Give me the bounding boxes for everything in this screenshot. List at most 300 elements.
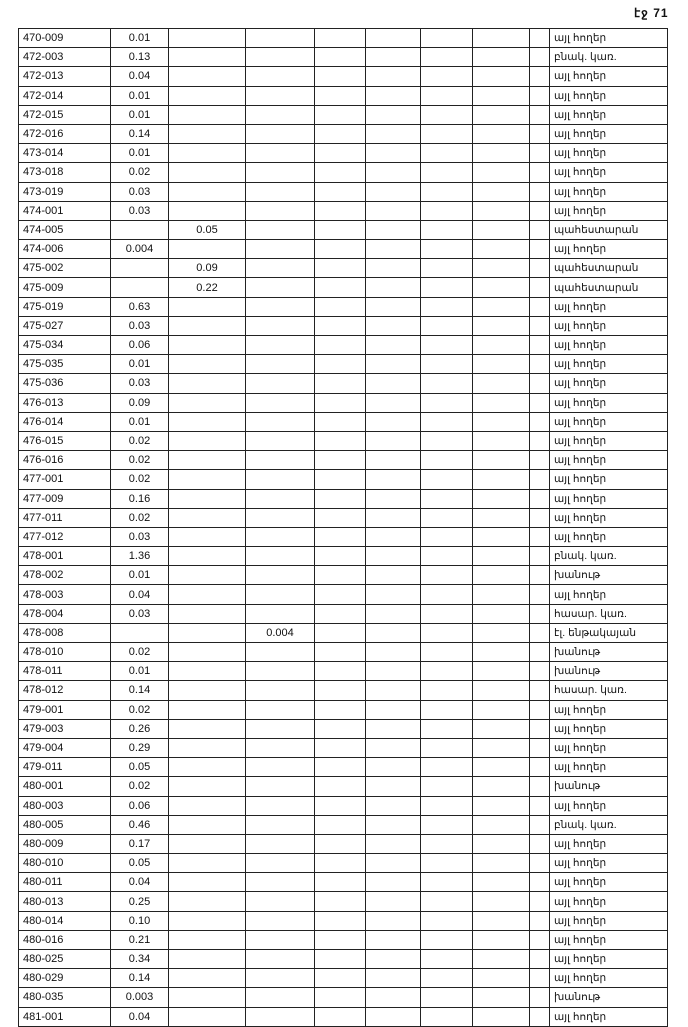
- col6-cell: [366, 278, 421, 297]
- area-col4-cell: [246, 105, 315, 124]
- land-use-cell: այլ հողեր: [550, 67, 668, 86]
- parcel-id-cell: 478-008: [19, 623, 111, 642]
- area-col4-cell: [246, 336, 315, 355]
- area-cell: 0.03: [111, 316, 169, 335]
- col9-cell: [530, 988, 550, 1007]
- table-row: [19, 930, 668, 949]
- col5-cell: [315, 144, 366, 163]
- land-use-cell: այլ հողեր: [550, 163, 668, 182]
- land-use-cell: այլ հողեր: [550, 470, 668, 489]
- col6-cell: [366, 854, 421, 873]
- area-col3-cell: [169, 566, 246, 585]
- area-col4-cell: [246, 969, 315, 988]
- area-cell: 0.02: [111, 643, 169, 662]
- area-col4-cell: [246, 566, 315, 585]
- area-cell: [111, 220, 169, 239]
- table-row: [19, 950, 668, 969]
- area-col3-cell: [169, 604, 246, 623]
- col8-cell: [473, 278, 530, 297]
- col9-cell: [530, 854, 550, 873]
- parcel-id-cell: 480-016: [19, 930, 111, 949]
- land-use-cell: խանութ: [550, 777, 668, 796]
- area-cell: [111, 259, 169, 278]
- col8-cell: [473, 144, 530, 163]
- area-col4-cell: [246, 777, 315, 796]
- col5-cell: [315, 201, 366, 220]
- col5-cell: [315, 182, 366, 201]
- col6-cell: [366, 259, 421, 278]
- area-col3-cell: [169, 470, 246, 489]
- col9-cell: [530, 930, 550, 949]
- col5-cell: [315, 220, 366, 239]
- col9-cell: [530, 124, 550, 143]
- col5-cell: [315, 969, 366, 988]
- col6-cell: [366, 336, 421, 355]
- land-use-cell: այլ հողեր: [550, 892, 668, 911]
- col7-cell: [421, 431, 473, 450]
- area-col3-cell: [169, 316, 246, 335]
- col8-cell: [473, 911, 530, 930]
- col5-cell: [315, 1007, 366, 1026]
- parcel-id-cell: 477-001: [19, 470, 111, 489]
- parcel-id-cell: 476-013: [19, 393, 111, 412]
- col5-cell: [315, 355, 366, 374]
- col9-cell: [530, 969, 550, 988]
- parcel-id-cell: 480-011: [19, 873, 111, 892]
- col8-cell: [473, 163, 530, 182]
- table-row: [19, 182, 668, 201]
- col6-cell: [366, 86, 421, 105]
- table-row: [19, 758, 668, 777]
- col8-cell: [473, 988, 530, 1007]
- col8-cell: [473, 527, 530, 546]
- parcel-id-cell: 477-012: [19, 527, 111, 546]
- area-col3-cell: 0.22: [169, 278, 246, 297]
- land-use-cell: այլ հողեր: [550, 969, 668, 988]
- land-use-cell: այլ հողեր: [550, 86, 668, 105]
- col7-cell: [421, 527, 473, 546]
- land-use-cell: խանութ: [550, 566, 668, 585]
- area-col3-cell: [169, 777, 246, 796]
- col5-cell: [315, 451, 366, 470]
- parcel-id-cell: 475-009: [19, 278, 111, 297]
- col7-cell: [421, 355, 473, 374]
- area-col4-cell: [246, 297, 315, 316]
- col6-cell: [366, 815, 421, 834]
- area-col4-cell: [246, 201, 315, 220]
- area-col3-cell: [169, 815, 246, 834]
- table-row: [19, 124, 668, 143]
- parcel-id-cell: 480-003: [19, 796, 111, 815]
- area-col4-cell: [246, 911, 315, 930]
- table-row: [19, 834, 668, 853]
- area-cell: 0.26: [111, 719, 169, 738]
- area-col3-cell: [169, 412, 246, 431]
- area-cell: 0.02: [111, 508, 169, 527]
- land-use-cell: այլ հողեր: [550, 1007, 668, 1026]
- land-parcel-table: [18, 28, 668, 1027]
- table-body: [19, 29, 668, 1027]
- area-col4-cell: [246, 719, 315, 738]
- parcel-id-cell: 479-011: [19, 758, 111, 777]
- col5-cell: [315, 834, 366, 853]
- parcel-id-cell: 475-019: [19, 297, 111, 316]
- col6-cell: [366, 796, 421, 815]
- col7-cell: [421, 547, 473, 566]
- col8-cell: [473, 29, 530, 48]
- area-cell: 0.01: [111, 144, 169, 163]
- table-row: [19, 451, 668, 470]
- parcel-id-cell: 480-009: [19, 834, 111, 853]
- col6-cell: [366, 719, 421, 738]
- area-col3-cell: [169, 48, 246, 67]
- col7-cell: [421, 336, 473, 355]
- col6-cell: [366, 470, 421, 489]
- area-col3-cell: [169, 182, 246, 201]
- land-use-cell: բնակ. կառ.: [550, 48, 668, 67]
- parcel-id-cell: 481-001: [19, 1007, 111, 1026]
- parcel-id-cell: 478-004: [19, 604, 111, 623]
- col8-cell: [473, 259, 530, 278]
- area-col4-cell: [246, 604, 315, 623]
- col8-cell: [473, 643, 530, 662]
- col8-cell: [473, 873, 530, 892]
- col7-cell: [421, 393, 473, 412]
- col8-cell: [473, 566, 530, 585]
- area-col4-cell: [246, 700, 315, 719]
- table-row: [19, 105, 668, 124]
- area-col4-cell: [246, 412, 315, 431]
- area-col4-cell: [246, 355, 315, 374]
- area-cell: 0.05: [111, 758, 169, 777]
- col6-cell: [366, 738, 421, 757]
- parcel-id-cell: 480-035: [19, 988, 111, 1007]
- col5-cell: [315, 643, 366, 662]
- parcel-id-cell: 479-001: [19, 700, 111, 719]
- area-col4-cell: [246, 220, 315, 239]
- parcel-id-cell: 480-029: [19, 969, 111, 988]
- col8-cell: [473, 374, 530, 393]
- area-col3-cell: [169, 355, 246, 374]
- col6-cell: [366, 988, 421, 1007]
- parcel-id-cell: 475-036: [19, 374, 111, 393]
- col8-cell: [473, 470, 530, 489]
- area-col4-cell: [246, 758, 315, 777]
- col9-cell: [530, 796, 550, 815]
- area-col3-cell: [169, 105, 246, 124]
- land-use-cell: այլ հողեր: [550, 374, 668, 393]
- parcel-id-cell: 479-004: [19, 738, 111, 757]
- col8-cell: [473, 489, 530, 508]
- col9-cell: [530, 738, 550, 757]
- area-col3-cell: [169, 451, 246, 470]
- col7-cell: [421, 1007, 473, 1026]
- col9-cell: [530, 201, 550, 220]
- col8-cell: [473, 604, 530, 623]
- col8-cell: [473, 777, 530, 796]
- col5-cell: [315, 259, 366, 278]
- col9-cell: [530, 1007, 550, 1026]
- col6-cell: [366, 700, 421, 719]
- area-col3-cell: [169, 374, 246, 393]
- col8-cell: [473, 316, 530, 335]
- col7-cell: [421, 67, 473, 86]
- area-col3-cell: [169, 297, 246, 316]
- land-use-cell: այլ հողեր: [550, 950, 668, 969]
- parcel-id-cell: 472-003: [19, 48, 111, 67]
- col6-cell: [366, 930, 421, 949]
- area-col3-cell: [169, 547, 246, 566]
- area-col4-cell: [246, 393, 315, 412]
- land-use-cell: այլ հողեր: [550, 873, 668, 892]
- area-cell: 1.36: [111, 547, 169, 566]
- table-row: [19, 431, 668, 450]
- col7-cell: [421, 144, 473, 163]
- area-col4-cell: [246, 259, 315, 278]
- col6-cell: [366, 681, 421, 700]
- col9-cell: [530, 892, 550, 911]
- col9-cell: [530, 431, 550, 450]
- col9-cell: [530, 700, 550, 719]
- area-col4-cell: [246, 144, 315, 163]
- col7-cell: [421, 815, 473, 834]
- col9-cell: [530, 48, 550, 67]
- parcel-id-cell: 480-014: [19, 911, 111, 930]
- col5-cell: [315, 911, 366, 930]
- area-cell: 0.46: [111, 815, 169, 834]
- area-col4-cell: [246, 988, 315, 1007]
- col9-cell: [530, 412, 550, 431]
- table-row: [19, 662, 668, 681]
- table-row: [19, 412, 668, 431]
- col5-cell: [315, 393, 366, 412]
- col7-cell: [421, 48, 473, 67]
- col5-cell: [315, 930, 366, 949]
- area-col4-cell: [246, 662, 315, 681]
- col6-cell: [366, 163, 421, 182]
- col7-cell: [421, 988, 473, 1007]
- land-use-cell: այլ հողեր: [550, 738, 668, 757]
- table-row: [19, 547, 668, 566]
- table-row: [19, 470, 668, 489]
- col6-cell: [366, 643, 421, 662]
- area-col3-cell: [169, 796, 246, 815]
- parcel-id-cell: 470-009: [19, 29, 111, 48]
- col9-cell: [530, 834, 550, 853]
- col8-cell: [473, 700, 530, 719]
- col8-cell: [473, 796, 530, 815]
- area-col3-cell: [169, 489, 246, 508]
- col5-cell: [315, 892, 366, 911]
- table-row: [19, 163, 668, 182]
- area-col3-cell: [169, 873, 246, 892]
- col7-cell: [421, 163, 473, 182]
- area-col4-cell: [246, 585, 315, 604]
- col8-cell: [473, 585, 530, 604]
- col5-cell: [315, 662, 366, 681]
- area-col3-cell: [169, 201, 246, 220]
- area-col4-cell: [246, 527, 315, 546]
- col6-cell: [366, 201, 421, 220]
- col8-cell: [473, 1007, 530, 1026]
- area-col3-cell: [169, 144, 246, 163]
- col9-cell: [530, 489, 550, 508]
- col7-cell: [421, 777, 473, 796]
- area-cell: [111, 278, 169, 297]
- col7-cell: [421, 854, 473, 873]
- col5-cell: [315, 777, 366, 796]
- col8-cell: [473, 738, 530, 757]
- col7-cell: [421, 738, 473, 757]
- col5-cell: [315, 950, 366, 969]
- col6-cell: [366, 355, 421, 374]
- parcel-id-cell: 477-009: [19, 489, 111, 508]
- col9-cell: [530, 470, 550, 489]
- col9-cell: [530, 144, 550, 163]
- parcel-id-cell: 476-015: [19, 431, 111, 450]
- land-use-cell: հասար. կառ.: [550, 604, 668, 623]
- col8-cell: [473, 969, 530, 988]
- area-col3-cell: [169, 930, 246, 949]
- col8-cell: [473, 719, 530, 738]
- col6-cell: [366, 873, 421, 892]
- col6-cell: [366, 662, 421, 681]
- area-col3-cell: [169, 508, 246, 527]
- table-row: [19, 336, 668, 355]
- land-use-cell: այլ հողեր: [550, 355, 668, 374]
- area-col3-cell: [169, 29, 246, 48]
- land-use-cell: այլ հողեր: [550, 930, 668, 949]
- land-use-cell: այլ հողեր: [550, 336, 668, 355]
- col8-cell: [473, 67, 530, 86]
- col7-cell: [421, 259, 473, 278]
- col5-cell: [315, 278, 366, 297]
- col5-cell: [315, 585, 366, 604]
- table-row: [19, 201, 668, 220]
- land-use-cell: այլ հողեր: [550, 240, 668, 259]
- col6-cell: [366, 297, 421, 316]
- col8-cell: [473, 815, 530, 834]
- area-col4-cell: [246, 681, 315, 700]
- col9-cell: [530, 163, 550, 182]
- col8-cell: [473, 393, 530, 412]
- area-col4-cell: [246, 892, 315, 911]
- col7-cell: [421, 585, 473, 604]
- area-col4-cell: [246, 1007, 315, 1026]
- col7-cell: [421, 182, 473, 201]
- area-col3-cell: [169, 431, 246, 450]
- table-row: [19, 719, 668, 738]
- parcel-id-cell: 473-019: [19, 182, 111, 201]
- col9-cell: [530, 259, 550, 278]
- area-cell: 0.05: [111, 854, 169, 873]
- area-col4-cell: [246, 278, 315, 297]
- col9-cell: [530, 220, 550, 239]
- col9-cell: [530, 681, 550, 700]
- col5-cell: [315, 604, 366, 623]
- area-col3-cell: [169, 738, 246, 757]
- land-use-cell: այլ հողեր: [550, 796, 668, 815]
- land-use-cell: այլ հողեր: [550, 297, 668, 316]
- land-use-cell: հասար. կառ.: [550, 681, 668, 700]
- col9-cell: [530, 278, 550, 297]
- area-cell: 0.03: [111, 604, 169, 623]
- area-col3-cell: [169, 240, 246, 259]
- col6-cell: [366, 451, 421, 470]
- col5-cell: [315, 336, 366, 355]
- col9-cell: [530, 297, 550, 316]
- col7-cell: [421, 681, 473, 700]
- area-cell: 0.04: [111, 873, 169, 892]
- area-col3-cell: [169, 719, 246, 738]
- area-col4-cell: [246, 643, 315, 662]
- col7-cell: [421, 278, 473, 297]
- land-use-cell: այլ հողեր: [550, 124, 668, 143]
- col5-cell: [315, 700, 366, 719]
- col7-cell: [421, 911, 473, 930]
- parcel-id-cell: 480-001: [19, 777, 111, 796]
- col7-cell: [421, 950, 473, 969]
- area-cell: 0.01: [111, 662, 169, 681]
- table-row: [19, 815, 668, 834]
- col6-cell: [366, 316, 421, 335]
- col5-cell: [315, 508, 366, 527]
- col9-cell: [530, 662, 550, 681]
- parcel-id-cell: 475-027: [19, 316, 111, 335]
- parcel-id-cell: 480-013: [19, 892, 111, 911]
- area-col3-cell: [169, 854, 246, 873]
- col5-cell: [315, 854, 366, 873]
- col6-cell: [366, 412, 421, 431]
- area-cell: 0.01: [111, 566, 169, 585]
- col9-cell: [530, 950, 550, 969]
- col8-cell: [473, 451, 530, 470]
- area-cell: 0.003: [111, 988, 169, 1007]
- area-col3-cell: [169, 1007, 246, 1026]
- col6-cell: [366, 431, 421, 450]
- col9-cell: [530, 316, 550, 335]
- col5-cell: [315, 316, 366, 335]
- land-use-cell: այլ հողեր: [550, 393, 668, 412]
- col6-cell: [366, 950, 421, 969]
- col9-cell: [530, 29, 550, 48]
- col8-cell: [473, 930, 530, 949]
- col9-cell: [530, 777, 550, 796]
- col7-cell: [421, 105, 473, 124]
- area-cell: 0.02: [111, 163, 169, 182]
- area-cell: 0.09: [111, 393, 169, 412]
- col7-cell: [421, 124, 473, 143]
- area-cell: 0.03: [111, 374, 169, 393]
- col8-cell: [473, 662, 530, 681]
- area-col4-cell: [246, 316, 315, 335]
- table-row: [19, 892, 668, 911]
- col6-cell: [366, 182, 421, 201]
- land-use-cell: այլ հողեր: [550, 431, 668, 450]
- col8-cell: [473, 950, 530, 969]
- col7-cell: [421, 316, 473, 335]
- col9-cell: [530, 182, 550, 201]
- col9-cell: [530, 758, 550, 777]
- col8-cell: [473, 201, 530, 220]
- table-row: [19, 29, 668, 48]
- area-cell: 0.14: [111, 969, 169, 988]
- col6-cell: [366, 1007, 421, 1026]
- col9-cell: [530, 604, 550, 623]
- area-col3-cell: [169, 163, 246, 182]
- parcel-id-cell: 472-014: [19, 86, 111, 105]
- area-col3-cell: [169, 911, 246, 930]
